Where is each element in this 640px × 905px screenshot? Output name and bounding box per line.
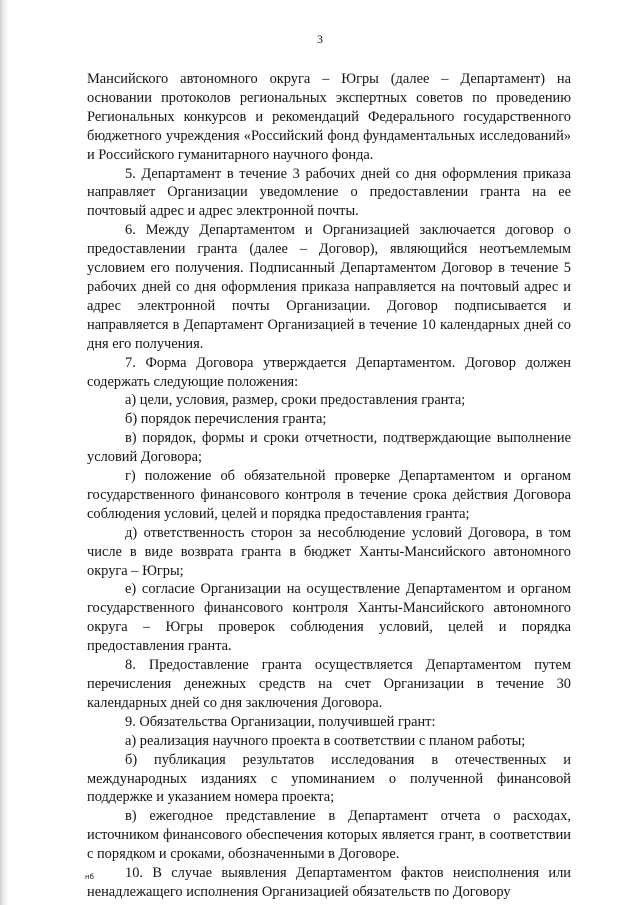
document-body	[87, 70, 571, 902]
paragraph-item-10: 10. В случае выявления Департаментом фактов неисполнения или ненадлежащего исполнения Организацией обязательств по Договору	[87, 865, 571, 900]
subitem-7v: в) порядок, формы и сроки отчетности, подтверждающие выполнение условий Договора;	[87, 430, 571, 466]
subitem-9b: б) публикация результатов исследования в отечественных и международных изданиях с упоминанием о полученной финансовой поддержке и указанием номера проекта;	[87, 751, 571, 806]
paragraph-item-6: 6. Между Департаментом и Организацией заключается договор о предоставлении гранта (далее – Договор), являющийся неотъемлемым условием его получения. Подписанный Департаментом Договор в течение 5 рабочих дней со дня оформления приказа направляется на почтовый адрес и адрес электронной почты Организации. Договор подписывается и направляется в Департамент Организацией в течение 10 календарных дней со дня его получения.	[87, 222, 571, 352]
scan-edge-shadow	[0, 0, 8, 905]
subitem-9v: в) ежегодное представление в Департамент отчета о расходах, источником финансового обеспечения которых является грант, в соответствии с порядком и сроками, обозначенными в Договоре.	[87, 808, 571, 863]
paragraph-continuation: Мансийского автономного округа – Югры (далее – Департамент) на основании протоколов региональных экспертных советов по проведению Региональных конкурсов и рекомендаций Федерального государственного бюджетного учреждения «Российский фонд фундаментальных исследований» и Российского гуманитарного научного фонда.	[87, 71, 571, 163]
footer-mark: нб	[85, 873, 94, 881]
paragraph-item-7: 7. Форма Договора утверждается Департаментом. Договор должен содержать следующие положения:	[87, 354, 571, 390]
paragraph-item-9: 9. Обязательства Организации, получившей грант:	[125, 713, 436, 730]
paragraph-item-5: 5. Департамент в течение 3 рабочих дней со дня оформления приказа направляет Организации уведомление о предоставлении гранта на ее почтовый адрес и адрес электронной почты.	[87, 165, 571, 220]
subitem-7g: г) положение об обязательной проверке Департаментом и органом государственного финансового контроля в течение срока действия Договора соблюдения условий, целей и порядка предоставления гранта;	[87, 468, 571, 522]
subitem-7d: д) ответственность сторон за несоблюдение условий Договора, в том числе в виде возврата гранта в бюджет Ханты-Мансийского автономного округа – Югры;	[87, 524, 571, 579]
subitem-7e: е) согласие Организации на осуществление Департаментом и органом государственного финансового контроля Ханты-Мансийского автономного округа – Югры проверок соблюдения условий, целей и порядка предоставления гранта.	[87, 581, 571, 655]
subitem-7a: а) цели, условия, размер, сроки предоставления гранта;	[125, 392, 466, 409]
subitem-9a: а) реализация научного проекта в соответствии с планом работы;	[125, 732, 526, 749]
page-number: 3	[317, 32, 323, 46]
subitem-7b: б) порядок перечисления гранта;	[125, 411, 327, 428]
paragraph-item-8: 8. Предоставление гранта осуществляется Департаментом путем перечисления денежных средств на счет Организации в течение 30 календарных дней со дня заключения Договора.	[87, 657, 571, 711]
